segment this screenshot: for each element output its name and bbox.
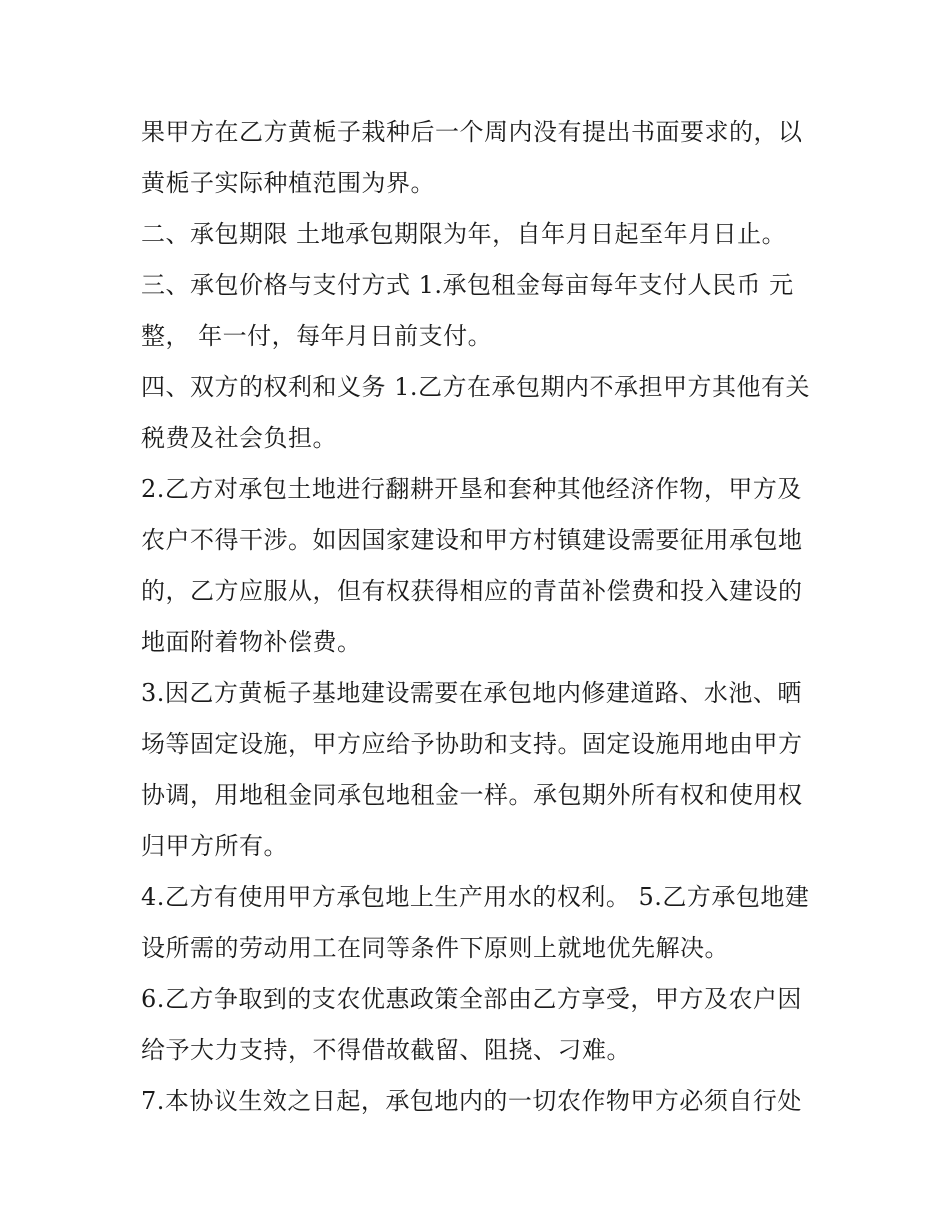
text-line-7: 税费及社会负担。 — [141, 424, 337, 452]
text-line-14: 协调，用地租金同承包地租金一样。承包期外所有权和使用权 — [141, 781, 803, 809]
text-line-8: 2.乙方对承包土地进行翻耕开垦和套种其他经济作物，甲方及 — [141, 475, 802, 503]
text-line-18: 6.乙方争取到的支农优惠政策全部由乙方享受，甲方及农户因 — [141, 985, 802, 1013]
text-line-6: 四、双方的权利和义务 1.乙方在承包期内不承担甲方其他有关 — [141, 373, 811, 401]
text-line-1: 果甲方在乙方黄栀子栽种后一个周内没有提出书面要求的，以 — [141, 118, 803, 146]
text-line-11: 地面附着物补偿费。 — [141, 628, 362, 656]
text-line-15: 归甲方所有。 — [141, 832, 288, 860]
text-line-4: 三、承包价格与支付方式 1.承包租金每亩每年支付人民币 元 — [141, 271, 794, 299]
text-line-17: 设所需的劳动用工在同等条件下原则上就地优先解决。 — [141, 934, 729, 962]
text-line-19: 给予大力支持，不得借故截留、阻挠、刁难。 — [141, 1036, 631, 1064]
text-line-12: 3.因乙方黄栀子基地建设需要在承包地内修建道路、水池、晒 — [141, 679, 802, 707]
text-line-3: 二、承包期限 土地承包期限为年，自年月日起至年月日止。 — [141, 220, 787, 248]
document-body — [141, 107, 821, 1127]
text-line-9: 农户不得干涉。如因国家建设和甲方村镇建设需要征用承包地 — [141, 526, 803, 554]
text-line-5: 整， 年一付，每年月日前支付。 — [141, 322, 493, 350]
text-line-20: 7.本协议生效之日起，承包地内的一切农作物甲方必须自行处 — [141, 1087, 802, 1115]
text-line-13: 场等固定设施，甲方应给予协助和支持。固定设施用地由甲方 — [141, 730, 803, 758]
text-line-2: 黄栀子实际种植范围为界。 — [141, 169, 435, 197]
text-line-10: 的，乙方应服从，但有权获得相应的青苗补偿费和投入建设的 — [141, 577, 803, 605]
text-line-16: 4.乙方有使用甲方承包地上生产用水的权利。 5.乙方承包地建 — [141, 883, 810, 911]
